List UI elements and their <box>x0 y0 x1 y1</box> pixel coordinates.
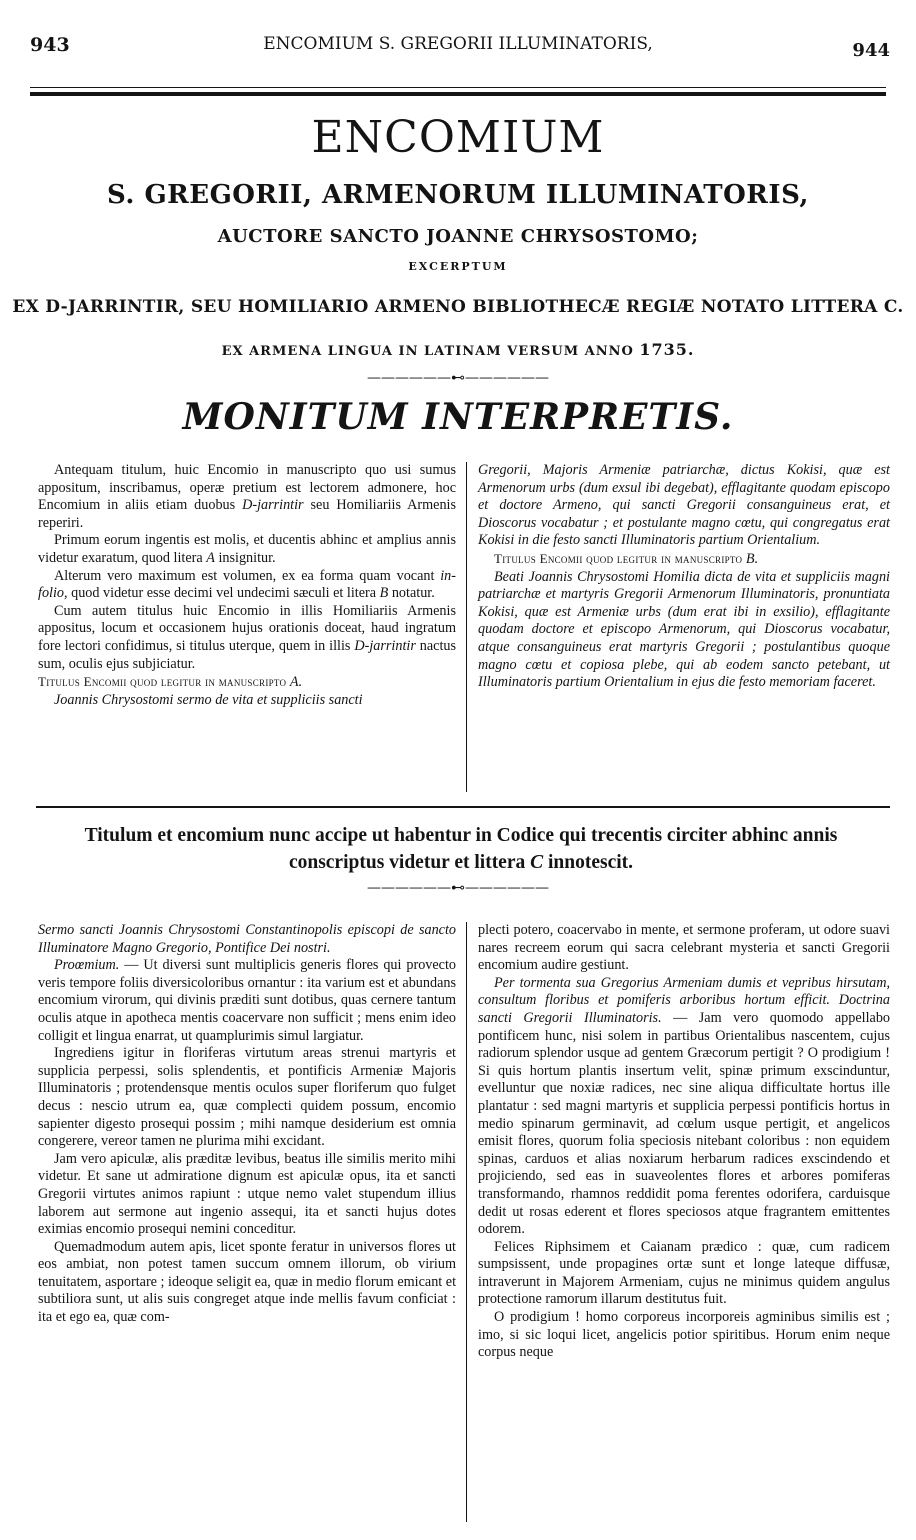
monitum-left-column <box>38 462 456 709</box>
section-heading-monitum: MONITUM INTERPRETIS. <box>182 396 734 438</box>
header-rule-thin <box>30 87 886 88</box>
paragraph: Quemadmodum autem apis, licet sponte feratur in universos flores ut eos ambiat, non potest tamen succum omnem illorum, ob virium tenuitatem, asportare ; ideoque seligit ea, quæ in medio florum emicant et subtiliora sunt, ut alis suis congreget atque inde mellis favum conficiat : ita et ego ea, quæ com- <box>38 1238 457 1326</box>
text-left-column <box>38 922 456 1327</box>
column-divider <box>466 922 467 1522</box>
paragraph: Alterum vero maximum est volumen, ex ea forma quam vocant in-folio, quod videtur esse decimi vel undecimi sæculi et litera B notatur. <box>38 567 456 602</box>
text-right-column <box>478 922 890 1362</box>
manuscript-title-b-text: Beati Joannis Chrysostomi Homilia dicta de vita et suppliciis magni patriarchæ et martyris Gregorii Armenorum Illuminatoris, pronuntiata Kokisi, quæ est Armeniæ urbs (dum erat ibi in exsilio), efflagitante quodam doctore et episcopo Armenorum, qui Dioscorus vocabatur, atque consanguineus erat martyris Gregorii ; postulantibus quoque magno cœtu et copiosa plebe, qui ab eodem sancto petebant, ut Illuminatoris partium Orientalium in ejus die festo memoriam faceret. <box>478 568 890 691</box>
paragraph: Cum autem titulus huic Encomio in illis Homiliariis Armenis appositus, locum et occasionem hujus orationis doceat, haud ingratum fore lectori confidimus, si titulus uterque, quem in illis D-jarrintir nactus sum, oculis ejus subjiciatur. <box>38 602 456 672</box>
ornament-divider: ——————⊷—————— <box>367 880 549 896</box>
paragraph: Jam vero apiculæ, alis præditæ levibus, beatus ille similis merito mihi videtur. Et sane ut admiratione dignum est apiculæ opus, ita et sancti Gregorii virtutes animos rapiunt : utque nemo valet stupendum illius laborem aut sermone aut ingenio assequi, ita et sancti hujus dotes eximias encomio prosequi nemini conceditur. <box>38 1150 456 1238</box>
version-year: 1735. <box>639 340 695 359</box>
author-line: AUCTORE SANCTO JOANNE CHRYSOSTOMO; <box>217 226 699 247</box>
source-line: EX D-JARRINTIR, SEU HOMILIARIO ARMENO BIBLIOTHECÆ REGIÆ NOTATO LITTERA C. <box>12 297 904 317</box>
version-prefix: EX ARMENA LINGUA IN LATINAM VERSUM ANNO <box>221 344 634 359</box>
section-rule <box>36 806 890 808</box>
running-title: ENCOMIUM S. GREGORII ILLUMINATORIS, <box>263 34 653 54</box>
manuscript-title-a: Titulus Encomii quod legitur in manuscripto A. <box>38 674 303 691</box>
excerptum-label: EXCERPTUM <box>408 260 508 273</box>
paragraph: O prodigium ! homo corporeus incorporeis agminibus similis est ; imo, si sic loqui licet, angelicis potior spiritibus. Horum enim neque corpus neque <box>478 1309 890 1361</box>
manuscript-title-b: Titulus Encomii quod legitur in manuscripto B. <box>494 550 759 567</box>
column-divider <box>466 462 467 792</box>
paragraph: Ingrediens igitur in floriferas virtutum areas strenui martyris et supplicia perpessi, solis splendentis, et pontificis Armeniæ Majoris Illuminatoris ; protendensque mentis oculos super floriferum quo fulget decus : nescio utrum ea, quæ complecti quidem possum, encomio sapienter digesto prosequi possim ; mihi namque desiderium est omnia congerere, vereor tamen ne plurima mihi excidant. <box>38 1045 456 1150</box>
sermon-heading: Sermo sancti Joannis Chrysostomi Constantinopolis episcopi de sancto Illuminatore Magno Gregorio, Pontifice Dei nostri. <box>38 922 456 956</box>
paragraph: Felices Riphsimem et Caianam prædico : quæ, cum radicem sumpsissent, unde propagines ortæ sunt et longe lateque diffusæ, intraverunt in Majorem Armeniam, cujus ne minimus quidem angulus protectione ramorum illarum destitutus fuit. <box>478 1238 890 1308</box>
paragraph: Per tormenta sua Gregorius Armeniam dumis et vepribus hirsutam, consultum floribus et pomiferis arboribus hortum efficit. Doctrina sancti Gregorii Illuminatoris. — Jam vero quomodo appellabo pontificem hunc, nisi solem in partibus Orientalibus nascentem, cujus radiorum splendor usque ad gentem Græcorum pertigit ? O prodigium ! Si quis hortum plantis insertum velit, spinæ primum exscinduntur, evelluntur que noxiæ radices, nec sine aliqua difficultate hortus ille plantatur : sed magni martyris et supplicia perpessi pontificis hortus in medio spinarum germinavit, ad cœlum usque pertigit, et angelicos emisit flores, quorum folia speciosis nitebant coloribus : non equidem spinas, carduos et alias noxiarum herbarum radices exscindendo et projiciendo, sed eas in suaveolentes flores et arbores pomiferas transformando, rhamnos reddidit poma ferentes odorifera, carduisque dedit ut rosas ederent et flores speciosos atque fragrantem emittentes odorem. <box>478 974 891 1238</box>
paragraph: Antequam titulum, huic Encomio in manuscripto quo usi sumus appositum, inscribamus, operæ pretium est lectorem admonere, hoc Encomium in aliis etiam duobus D-jarrintir seu Homiliariis Armenis reperiri. <box>38 462 457 531</box>
paragraph: plecti potero, coacervabo in mente, et sermone proferam, ut odore suavi nares recreem eorum qui sacra celebrant mysteria et sancti Gregorii encomium audire gestiunt. <box>478 922 890 974</box>
version-line <box>0 340 916 359</box>
paragraph: Proœmium. — Ut diversi sunt multiplicis generis flores qui provecto veris tempore foliis diversicoloribus ornantur : ita varium est et abundans encomium virorum, qui divinis præditi sunt dotibus, quas cernere tantum oculis atque in apotheca mentis coacervare non sufficit ; mens enim ideo colligit et lingua enarrat, ut quamplurimis simul largiatur. <box>38 957 457 1044</box>
paragraph: Gregorii, Majoris Armeniæ patriarchæ, dictus Kokisi, quæ est Armenorum urbs (dum exsul ibi degebat), efflagitante quodam episcopo et doctore Armeno, qui sancti Gregorii consanguineus erat, et Dioscorus vocabatur ; et postulante magno cœtu, qui congregatus erat Kokisi in die festo sancti Illuminatoris partium Orientalium. <box>478 462 890 549</box>
page-number-right: 944 <box>852 40 890 61</box>
header-rule-thick <box>30 92 886 96</box>
monitum-right-column <box>478 462 890 692</box>
ornament-divider: ——————⊷—————— <box>367 370 549 386</box>
document-subtitle: S. GREGORII, ARMENORUM ILLUMINATORIS, <box>107 180 809 210</box>
codex-intro: Titulum et encomium nunc accipe ut habentur in Codice qui trecentis circiter abhinc annis conscriptus videtur et littera C innotescit. <box>84 825 838 873</box>
page-number-left: 943 <box>30 34 70 56</box>
paragraph: Primum eorum ingentis est molis, et ducentis abhinc et amplius annis videtur exaratum, quod litera A insignitur. <box>38 532 456 566</box>
manuscript-title-a-text: Joannis Chrysostomi sermo de vita et suppliciis sancti <box>54 691 363 708</box>
document-title: ENCOMIUM <box>311 112 605 163</box>
